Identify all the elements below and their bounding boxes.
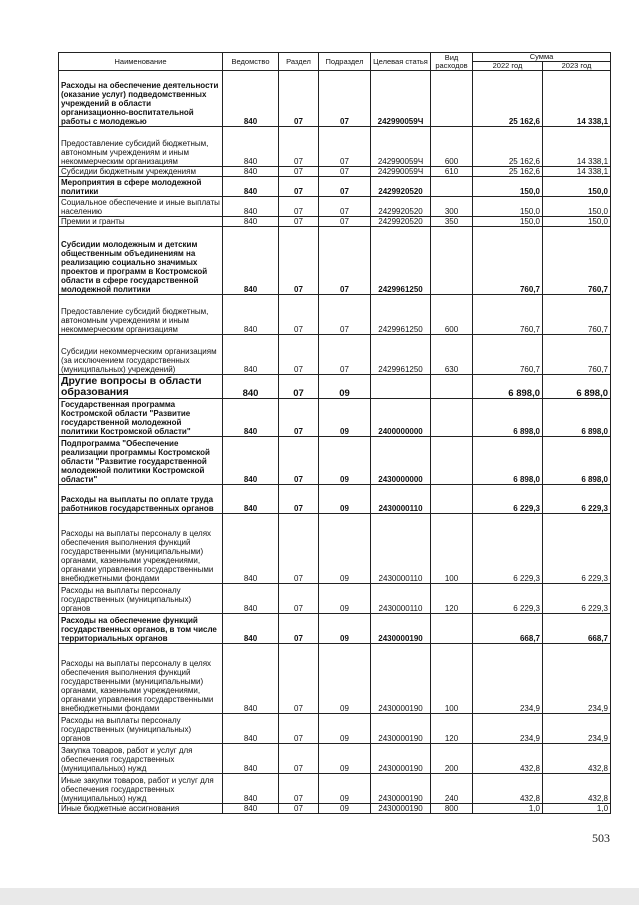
- row-name: Расходы на выплаты персоналу государственных (муниципальных) органов: [59, 584, 223, 614]
- row-section: 07: [279, 714, 319, 744]
- row-sum-2023: 14 338,1: [543, 71, 611, 127]
- row-subsection: 09: [319, 744, 371, 774]
- table-row: [59, 774, 611, 804]
- row-sum-2022: 1,0: [473, 804, 543, 814]
- header-target: Целевая статья: [371, 53, 431, 71]
- row-sum-2022: 432,8: [473, 774, 543, 804]
- row-subsection: 09: [319, 399, 371, 437]
- row-sum-2022: 760,7: [473, 295, 543, 335]
- row-dept: 840: [223, 584, 279, 614]
- row-kind: [431, 485, 473, 514]
- row-target: 2430000110: [371, 485, 431, 514]
- row-name: Подпрограмма "Обеспечение реализации программы Костромской области "Развитие государственной молодежной политики Костромской области": [59, 437, 223, 485]
- row-sum-2022: 234,9: [473, 714, 543, 744]
- row-target: 2430000190: [371, 744, 431, 774]
- table-row: [59, 71, 611, 127]
- row-sum-2022: 25 162,6: [473, 127, 543, 167]
- row-kind: 630: [431, 335, 473, 375]
- row-sum-2022: 668,7: [473, 614, 543, 644]
- row-kind: 600: [431, 295, 473, 335]
- row-kind: [431, 227, 473, 295]
- table-row: [59, 514, 611, 584]
- table-row: [59, 644, 611, 714]
- row-section: 07: [279, 744, 319, 774]
- row-sum-2023: 432,8: [543, 744, 611, 774]
- row-dept: 840: [223, 437, 279, 485]
- row-kind: [431, 177, 473, 197]
- row-target: 2430000190: [371, 614, 431, 644]
- header-dept: Ведомство: [223, 53, 279, 71]
- row-sum-2022: 6 229,3: [473, 485, 543, 514]
- row-name: Расходы на обеспечение функций государственных органов, в том числе территориальных органов: [59, 614, 223, 644]
- row-sum-2023: 668,7: [543, 614, 611, 644]
- row-name: Предоставление субсидий бюджетным, автономным учреждениям и иным некоммерческим организациям: [59, 295, 223, 335]
- table-row: [59, 744, 611, 774]
- row-target: 2430000110: [371, 584, 431, 614]
- row-kind: 100: [431, 644, 473, 714]
- row-section: 07: [279, 774, 319, 804]
- row-sum-2023: 1,0: [543, 804, 611, 814]
- row-name: Расходы на выплаты персоналу в целях обеспечения выполнения функций государственными (муниципальными) органами, казенными учреждениями, органами управления государственными внебюджетными фондами: [59, 514, 223, 584]
- row-section: 07: [279, 375, 319, 399]
- row-target: 2430000110: [371, 514, 431, 584]
- row-target: 2430000190: [371, 804, 431, 814]
- row-target: 2400000000: [371, 399, 431, 437]
- row-subsection: 07: [319, 227, 371, 295]
- row-sum-2022: 432,8: [473, 744, 543, 774]
- table-body: [59, 71, 611, 814]
- row-subsection: 09: [319, 804, 371, 814]
- row-target: 2430000190: [371, 714, 431, 744]
- row-target: 242990059Ч: [371, 71, 431, 127]
- table-row: [59, 295, 611, 335]
- table-row: [59, 437, 611, 485]
- row-sum-2022: 6 898,0: [473, 437, 543, 485]
- header-section: Раздел: [279, 53, 319, 71]
- row-target: 2429961250: [371, 227, 431, 295]
- row-subsection: 07: [319, 71, 371, 127]
- row-target: [371, 375, 431, 399]
- row-name: Иные закупки товаров, работ и услуг для обеспечения государственных (муниципальных) нужд: [59, 774, 223, 804]
- row-kind: [431, 614, 473, 644]
- row-subsection: 09: [319, 644, 371, 714]
- row-name: Мероприятия в сфере молодежной политики: [59, 177, 223, 197]
- row-sum-2023: 6 898,0: [543, 399, 611, 437]
- row-name: Социальное обеспечение и иные выплаты населению: [59, 197, 223, 217]
- row-dept: 840: [223, 804, 279, 814]
- table-row: [59, 177, 611, 197]
- row-name: Премии и гранты: [59, 217, 223, 227]
- row-kind: 120: [431, 714, 473, 744]
- row-kind: 200: [431, 744, 473, 774]
- row-sum-2022: 150,0: [473, 177, 543, 197]
- row-sum-2023: 14 338,1: [543, 127, 611, 167]
- row-kind: [431, 437, 473, 485]
- row-kind: [431, 71, 473, 127]
- row-sum-2022: 25 162,6: [473, 71, 543, 127]
- row-kind: 600: [431, 127, 473, 167]
- row-section: 07: [279, 167, 319, 177]
- table-row: [59, 804, 611, 814]
- page-number: 503: [592, 831, 610, 845]
- row-sum-2023: 150,0: [543, 197, 611, 217]
- table-row: [59, 485, 611, 514]
- row-kind: [431, 375, 473, 399]
- row-section: 07: [279, 614, 319, 644]
- budget-table: [58, 52, 611, 814]
- table-row: [59, 375, 611, 399]
- row-dept: 840: [223, 714, 279, 744]
- row-name: Расходы на выплаты по оплате труда работников государственных органов: [59, 485, 223, 514]
- row-sum-2023: 234,9: [543, 644, 611, 714]
- scan-edge-band: [0, 888, 639, 905]
- row-section: 07: [279, 399, 319, 437]
- row-sum-2022: 6 898,0: [473, 375, 543, 399]
- row-sum-2022: 760,7: [473, 227, 543, 295]
- row-dept: 840: [223, 485, 279, 514]
- table-row: [59, 584, 611, 614]
- row-dept: 840: [223, 167, 279, 177]
- row-name: Предоставление субсидий бюджетным, автономным учреждениям и иным некоммерческим организациям: [59, 127, 223, 167]
- table-row: [59, 217, 611, 227]
- row-name: Закупка товаров, работ и услуг для обеспечения государственных (муниципальных) нужд: [59, 744, 223, 774]
- row-subsection: 09: [319, 774, 371, 804]
- row-subsection: 07: [319, 127, 371, 167]
- row-sum-2022: 6 229,3: [473, 514, 543, 584]
- row-subsection: 07: [319, 335, 371, 375]
- header-year-2022: 2022 год: [473, 62, 543, 71]
- row-dept: 840: [223, 744, 279, 774]
- table-row: [59, 167, 611, 177]
- table-row: [59, 227, 611, 295]
- row-target: 2429920520: [371, 177, 431, 197]
- row-subsection: 09: [319, 714, 371, 744]
- table-header: [59, 53, 611, 71]
- row-sum-2023: 6 898,0: [543, 437, 611, 485]
- row-subsection: 09: [319, 514, 371, 584]
- row-sum-2022: 234,9: [473, 644, 543, 714]
- table-row: [59, 127, 611, 167]
- row-kind: 300: [431, 197, 473, 217]
- row-sum-2022: 6 898,0: [473, 399, 543, 437]
- row-target: 2430000190: [371, 644, 431, 714]
- row-section: 07: [279, 217, 319, 227]
- row-sum-2023: 6 229,3: [543, 514, 611, 584]
- row-target: 242990059Ч: [371, 167, 431, 177]
- row-name: Субсидии бюджетным учреждениям: [59, 167, 223, 177]
- row-subsection: 09: [319, 437, 371, 485]
- row-section: 07: [279, 177, 319, 197]
- header-year-2023: 2023 год: [543, 62, 611, 71]
- row-section: 07: [279, 227, 319, 295]
- row-section: 07: [279, 437, 319, 485]
- row-sum-2023: 234,9: [543, 714, 611, 744]
- header-name: Наименование: [59, 53, 223, 71]
- row-dept: 840: [223, 644, 279, 714]
- row-subsection: 07: [319, 295, 371, 335]
- row-dept: 840: [223, 774, 279, 804]
- row-dept: 840: [223, 295, 279, 335]
- row-section: 07: [279, 295, 319, 335]
- row-name: Другие вопросы в области образования: [59, 375, 223, 399]
- row-dept: 840: [223, 127, 279, 167]
- row-sum-2023: 6 229,3: [543, 485, 611, 514]
- row-subsection: 07: [319, 197, 371, 217]
- row-sum-2023: 6 898,0: [543, 375, 611, 399]
- header-kind: Вид расходов: [431, 53, 473, 71]
- row-dept: 840: [223, 514, 279, 584]
- row-dept: 840: [223, 217, 279, 227]
- row-sum-2023: 760,7: [543, 295, 611, 335]
- row-sum-2022: 150,0: [473, 217, 543, 227]
- row-kind: 350: [431, 217, 473, 227]
- row-dept: 840: [223, 375, 279, 399]
- row-kind: [431, 399, 473, 437]
- table-row: [59, 197, 611, 217]
- row-sum-2023: 6 229,3: [543, 584, 611, 614]
- row-kind: 610: [431, 167, 473, 177]
- row-sum-2022: 150,0: [473, 197, 543, 217]
- row-name: Государственная программа Костромской области "Развитие государственной молодежной политики Костромской области": [59, 399, 223, 437]
- row-subsection: 09: [319, 485, 371, 514]
- row-target: 2429920520: [371, 217, 431, 227]
- row-target: 2430000000: [371, 437, 431, 485]
- row-name: Субсидии некоммерческим организациям (за исключением государственных (муниципальных) учреждений): [59, 335, 223, 375]
- row-subsection: 09: [319, 584, 371, 614]
- row-target: 242990059Ч: [371, 127, 431, 167]
- row-subsection: 09: [319, 375, 371, 399]
- row-kind: 240: [431, 774, 473, 804]
- row-name: Расходы на выплаты персоналу государственных (муниципальных) органов: [59, 714, 223, 744]
- table-row: [59, 714, 611, 744]
- row-target: 2430000190: [371, 774, 431, 804]
- row-section: 07: [279, 804, 319, 814]
- row-subsection: 07: [319, 167, 371, 177]
- row-sum-2023: 760,7: [543, 335, 611, 375]
- row-section: 07: [279, 485, 319, 514]
- row-dept: 840: [223, 71, 279, 127]
- row-dept: 840: [223, 227, 279, 295]
- row-section: 07: [279, 584, 319, 614]
- row-dept: 840: [223, 177, 279, 197]
- row-section: 07: [279, 71, 319, 127]
- row-name: Расходы на выплаты персоналу в целях обеспечения выполнения функций государственными (муниципальными) органами, казенными учреждениями, органами управления государственными внебюджетными фондами: [59, 644, 223, 714]
- row-section: 07: [279, 644, 319, 714]
- header-subsection: Подраздел: [319, 53, 371, 71]
- row-target: 2429920520: [371, 197, 431, 217]
- row-section: 07: [279, 127, 319, 167]
- row-kind: 800: [431, 804, 473, 814]
- row-kind: 100: [431, 514, 473, 584]
- row-subsection: 07: [319, 177, 371, 197]
- row-name: Иные бюджетные ассигнования: [59, 804, 223, 814]
- row-sum-2023: 150,0: [543, 217, 611, 227]
- table-row: [59, 399, 611, 437]
- row-section: 07: [279, 197, 319, 217]
- row-dept: 840: [223, 614, 279, 644]
- row-sum-2023: 14 338,1: [543, 167, 611, 177]
- row-name: Субсидии молодежным и детским общественным объединениям на реализацию социально значимых проектов и программ в Костромской области в сфере государственной молодежной политики: [59, 227, 223, 295]
- table-row: [59, 614, 611, 644]
- row-dept: 840: [223, 335, 279, 375]
- row-sum-2023: 432,8: [543, 774, 611, 804]
- row-sum-2022: 6 229,3: [473, 584, 543, 614]
- row-subsection: 09: [319, 614, 371, 644]
- row-name: Расходы на обеспечение деятельности (оказание услуг) подведомственных учреждений в области организационно-воспитательной работы с молодежью: [59, 71, 223, 127]
- row-subsection: 07: [319, 217, 371, 227]
- row-dept: 840: [223, 399, 279, 437]
- row-sum-2023: 760,7: [543, 227, 611, 295]
- row-target: 2429961250: [371, 335, 431, 375]
- row-dept: 840: [223, 197, 279, 217]
- row-kind: 120: [431, 584, 473, 614]
- table-row: [59, 335, 611, 375]
- row-target: 2429961250: [371, 295, 431, 335]
- header-sum: Сумма: [473, 53, 611, 62]
- row-section: 07: [279, 335, 319, 375]
- row-section: 07: [279, 514, 319, 584]
- row-sum-2023: 150,0: [543, 177, 611, 197]
- row-sum-2022: 25 162,6: [473, 167, 543, 177]
- row-sum-2022: 760,7: [473, 335, 543, 375]
